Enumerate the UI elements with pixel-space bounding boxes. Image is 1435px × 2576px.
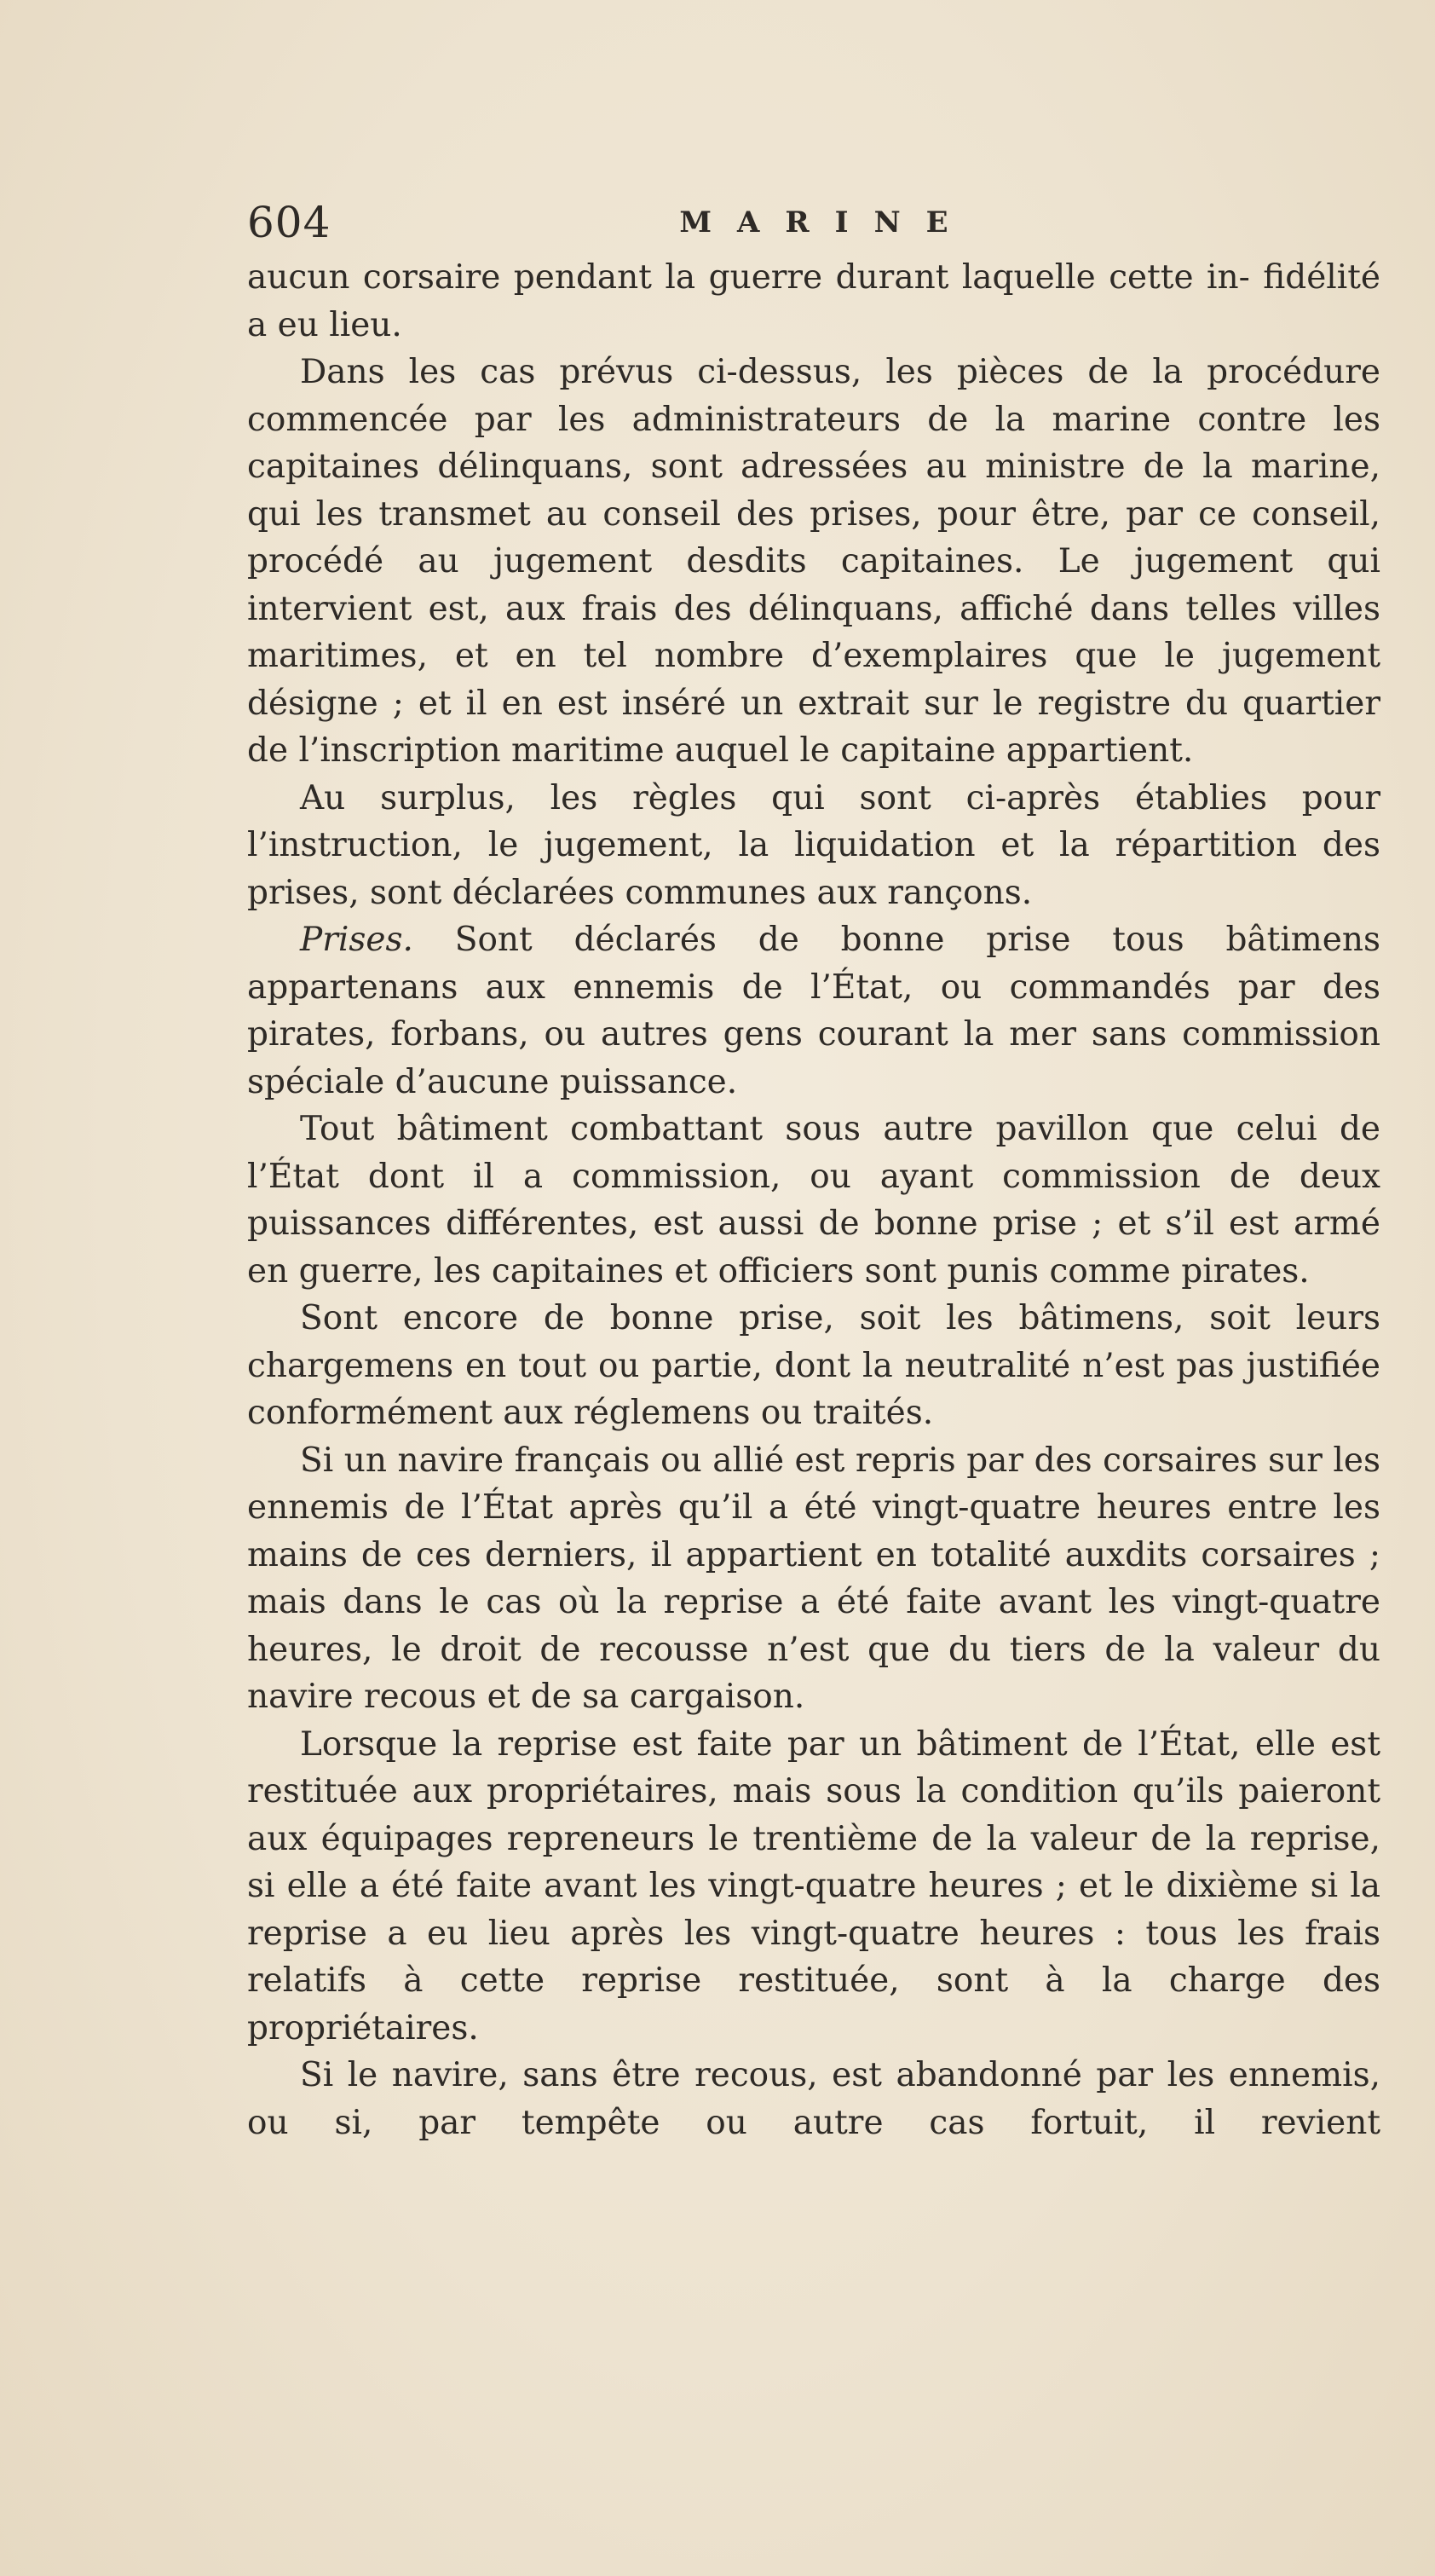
paragraph-4-text: Sont déclarés de bonne prise tous bâtimens appartenans aux ennemis de l’État, ou commandés par des pirates, forbans, ou autres gens courant la mer sans commission spéciale d’aucune puissance. — [247, 921, 1380, 1101]
paragraph-1 — [247, 254, 1380, 349]
paragraph-6 — [247, 1295, 1380, 1437]
body-text — [247, 254, 1380, 2146]
running-head — [247, 193, 1380, 252]
paragraph-4-lead: Prises. — [300, 921, 413, 959]
paragraph-5 — [247, 1106, 1380, 1295]
paragraph-2-text: Dans les cas prévus ci-dessus, les pièces de la procédure commencée par les administrateurs de la marine contre les capitaines délinquans, sont adressées au ministre de la marine, qui les transmet au conseil des prises, pour être, par ce conseil, procédé au jugement desdits capitaines. Le jugement qui intervient est, aux frais des délinquans, affiché dans telles villes maritimes, et en tel nombre d’exemplaires que le jugement désigne ; et il en est inséré un extrait sur le registre du quartier de l’inscription maritime auquel le capitaine appartient. — [247, 353, 1380, 770]
paragraph-8-text: Lorsque la reprise est faite par un bâtiment de l’État, elle est restituée aux propriétaires, mais sous la condition qu’ils paieront aux équipages repreneurs le trentième de la valeur de la reprise, si elle a été faite avant les vingt-quatre heures ; et le dixième si la reprise a eu lieu après les vingt-quatre heures : tous les frais relatifs à cette reprise restituée, sont à la charge des propriétaires. — [247, 1724, 1380, 2048]
paragraph-7 — [247, 1437, 1380, 1721]
paragraph-2 — [247, 349, 1380, 775]
paragraph-9 — [247, 2052, 1380, 2146]
paragraph-1-text: aucun corsaire pendant la guerre durant laquelle cette in- fidélité a eu lieu. — [247, 258, 1380, 344]
paragraph-5-text: Tout bâtiment combattant sous autre pavillon que celui de l’État dont il a commission, ou ayant commission de deux puissances différentes, est aussi de bonne prise ; et s’il est armé en guerre, les capitaines et officiers sont punis comme pirates. — [247, 1110, 1380, 1291]
paragraph-8 — [247, 1721, 1380, 2053]
paragraph-4 — [247, 916, 1380, 1106]
text-block — [247, 193, 1380, 2146]
paragraph-6-text: Sont encore de bonne prise, soit les bâtimens, soit leurs chargemens en tout ou partie, dont la neutralité n’est pas justifiée conformément aux réglemens ou traités. — [247, 1299, 1380, 1432]
section-title: MARINE — [679, 205, 974, 240]
page-number: 604 — [247, 198, 331, 247]
paragraph-7-text: Si un navire français ou allié est repris par des corsaires sur les ennemis de l’État après qu’il a été vingt-quatre heures entre les mains de ces derniers, il appartient en totalité auxdits corsaires ; mais dans le cas où la reprise a été faite avant les vingt-quatre heures, le droit de recousse n’est que du tiers de la valeur du navire recous et de sa cargaison. — [247, 1441, 1380, 1716]
paragraph-9-text: Si le navire, sans être recous, est abandonné par les ennemis, ou si, par tempête ou autre cas fortuit, il revient — [247, 2056, 1380, 2142]
paragraph-3-text: Au surplus, les règles qui sont ci-après établies pour l’instruction, le jugement, la liquidation et la répartition des prises, sont déclarées communes aux rançons. — [247, 778, 1380, 912]
paragraph-3 — [247, 775, 1380, 917]
